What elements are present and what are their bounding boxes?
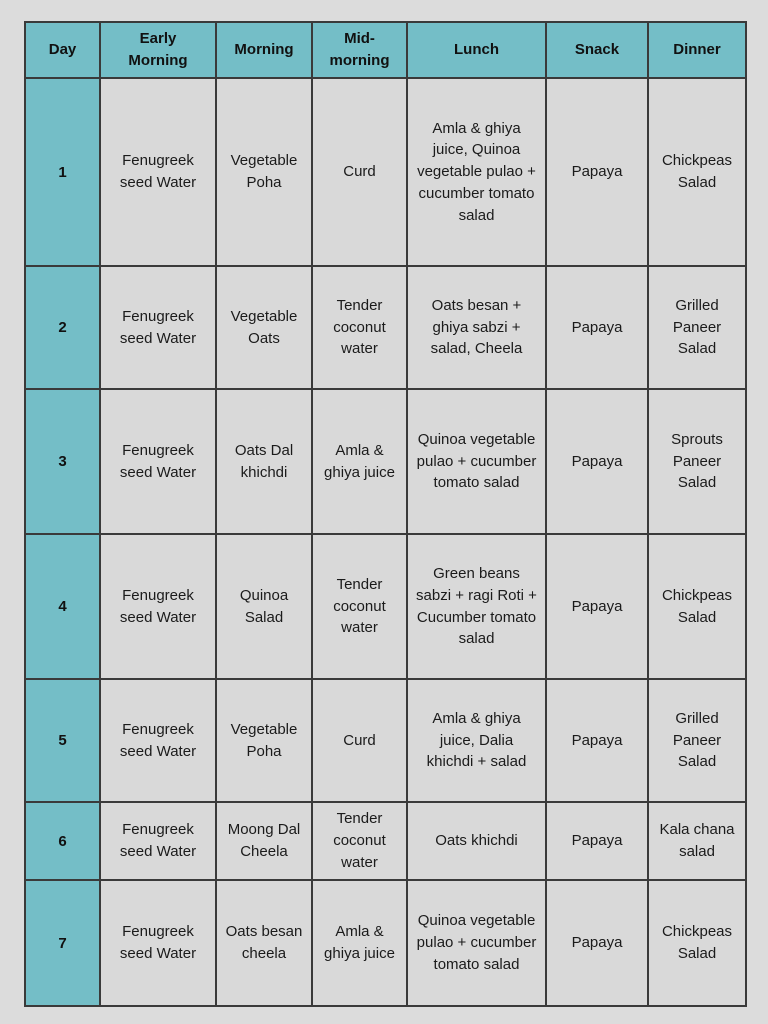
snack-cell: Papaya xyxy=(546,78,648,266)
table-row-day-1 xyxy=(25,78,746,266)
snack-cell: Papaya xyxy=(546,534,648,679)
mid-morning-cell: Tender coconut water xyxy=(312,266,407,389)
day-cell: 4 xyxy=(25,534,100,679)
mid-morning-cell: Tender coconut water xyxy=(312,802,407,880)
morning-cell: Oats Dal khichdi xyxy=(216,389,312,534)
morning-cell: Quinoa Salad xyxy=(216,534,312,679)
dinner-cell: Chickpeas Salad xyxy=(648,78,746,266)
header-cell-mid-morning: Mid-morning xyxy=(312,22,407,78)
day-cell: 3 xyxy=(25,389,100,534)
dinner-cell: Chickpeas Salad xyxy=(648,534,746,679)
day-cell: 2 xyxy=(25,266,100,389)
early-morning-cell: Fenugreek seed Water xyxy=(100,679,216,802)
table-row-day-2 xyxy=(25,266,746,389)
dinner-cell: Grilled Paneer Salad xyxy=(648,679,746,802)
table-row-day-5 xyxy=(25,679,746,802)
dinner-cell: Grilled Paneer Salad xyxy=(648,266,746,389)
meal-plan-table xyxy=(24,21,747,1007)
mid-morning-cell: Amla & ghiya juice xyxy=(312,880,407,1006)
snack-cell: Papaya xyxy=(546,679,648,802)
lunch-cell: Amla & ghiya juice, Quinoa vegetable pulao + cucumber tomato salad xyxy=(407,78,546,266)
table-row-day-7 xyxy=(25,880,746,1006)
mid-morning-cell: Tender coconut water xyxy=(312,534,407,679)
snack-cell: Papaya xyxy=(546,802,648,880)
mid-morning-cell: Curd xyxy=(312,78,407,266)
header-cell-snack: Snack xyxy=(546,22,648,78)
day-cell: 5 xyxy=(25,679,100,802)
lunch-cell: Amla & ghiya juice, Dalia khichdi + salad xyxy=(407,679,546,802)
lunch-cell: Quinoa vegetable pulao + cucumber tomato salad xyxy=(407,880,546,1006)
snack-cell: Papaya xyxy=(546,880,648,1006)
header-cell-early-morning: Early Morning xyxy=(100,22,216,78)
table-row-day-4 xyxy=(25,534,746,679)
header-cell-day: Day xyxy=(25,22,100,78)
morning-cell: Moong Dal Cheela xyxy=(216,802,312,880)
morning-cell: Vegetable Oats xyxy=(216,266,312,389)
lunch-cell: Green beans sabzi + ragi Roti + Cucumber tomato salad xyxy=(407,534,546,679)
snack-cell: Papaya xyxy=(546,266,648,389)
morning-cell: Oats besan cheela xyxy=(216,880,312,1006)
dinner-cell: Chickpeas Salad xyxy=(648,880,746,1006)
early-morning-cell: Fenugreek seed Water xyxy=(100,534,216,679)
early-morning-cell: Fenugreek seed Water xyxy=(100,802,216,880)
early-morning-cell: Fenugreek seed Water xyxy=(100,78,216,266)
table-row-day-6 xyxy=(25,802,746,880)
header-cell-dinner: Dinner xyxy=(648,22,746,78)
early-morning-cell: Fenugreek seed Water xyxy=(100,880,216,1006)
early-morning-cell: Fenugreek seed Water xyxy=(100,266,216,389)
dinner-cell: Sprouts Paneer Salad xyxy=(648,389,746,534)
day-cell: 6 xyxy=(25,802,100,880)
header-row xyxy=(25,22,746,78)
morning-cell: Vegetable Poha xyxy=(216,78,312,266)
day-cell: 7 xyxy=(25,880,100,1006)
lunch-cell: Oats besan + ghiya sabzi + salad, Cheela xyxy=(407,266,546,389)
dinner-cell: Kala chana salad xyxy=(648,802,746,880)
morning-cell: Vegetable Poha xyxy=(216,679,312,802)
table-row-day-3 xyxy=(25,389,746,534)
early-morning-cell: Fenugreek seed Water xyxy=(100,389,216,534)
mid-morning-cell: Amla & ghiya juice xyxy=(312,389,407,534)
lunch-cell: Quinoa vegetable pulao + cucumber tomato salad xyxy=(407,389,546,534)
snack-cell: Papaya xyxy=(546,389,648,534)
header-cell-lunch: Lunch xyxy=(407,22,546,78)
mid-morning-cell: Curd xyxy=(312,679,407,802)
lunch-cell: Oats khichdi xyxy=(407,802,546,880)
day-cell: 1 xyxy=(25,78,100,266)
header-cell-morning: Morning xyxy=(216,22,312,78)
